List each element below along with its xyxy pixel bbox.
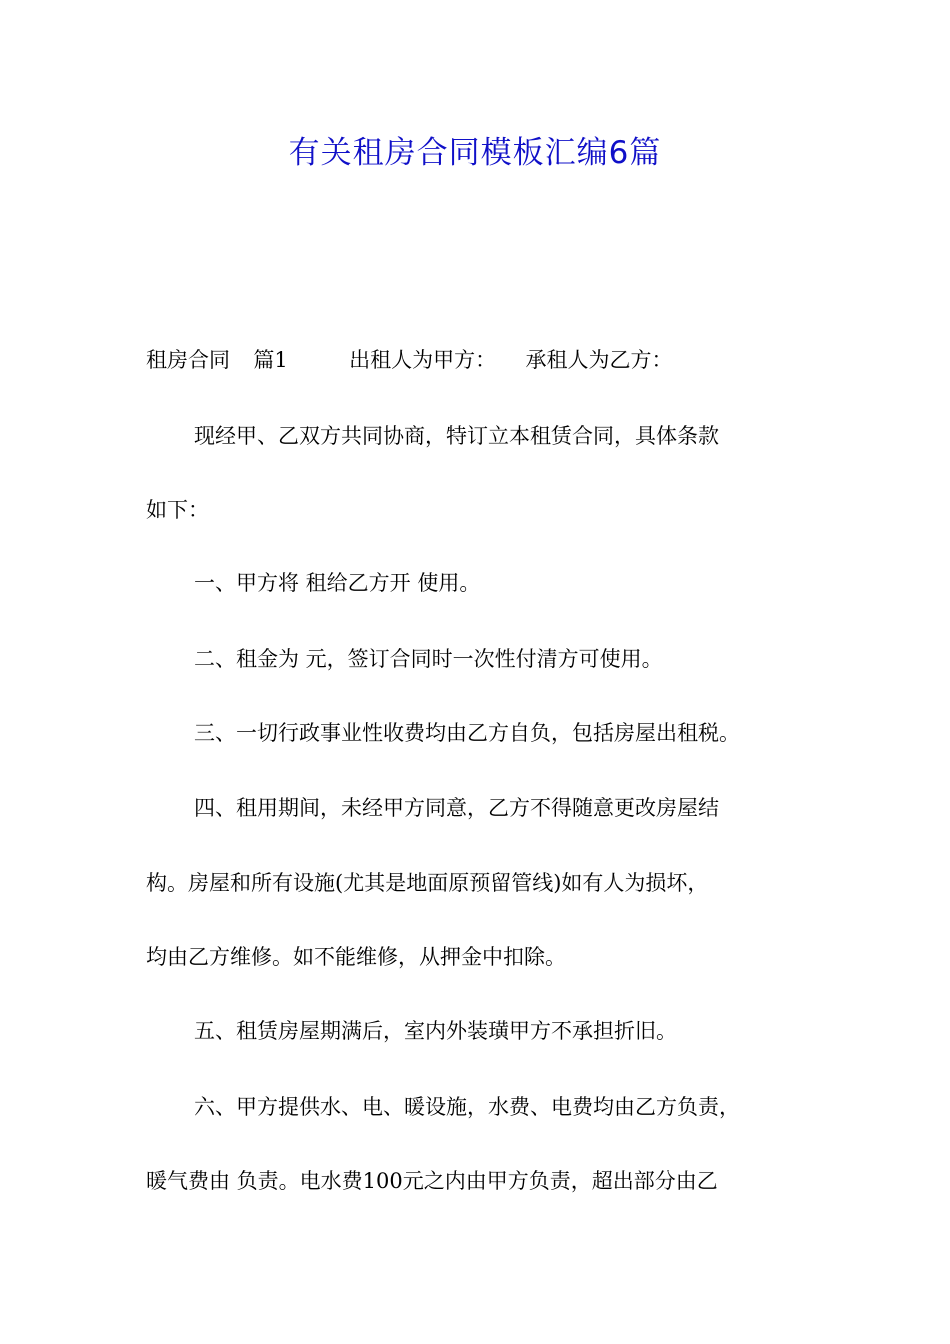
contract-label: 租房合同 [146,348,230,372]
clause-line: 六、甲方提供水、电、暖设施，水费、电费均由乙方负责， [194,1095,740,1119]
clause-line: 暖气费由 负责。电水费100元之内由甲方负责，超出部分由乙 [146,1169,718,1193]
clause-line: 一、甲方将 租给乙方开 使用。 [194,571,481,595]
clause-line: 五、租赁房屋期满后，室内外装璜甲方不承担折旧。 [194,1019,677,1043]
paragraph-line: 现经甲、乙双方共同协商，特订立本租赁合同，具体条款 [194,424,719,448]
contract-number: 篇1 [253,348,288,372]
contract-header-line [146,345,836,375]
document-title: 有关租房合同模板汇编6篇 [288,135,662,171]
lessor-label: 出租人为甲方： [349,348,497,372]
clause-line: 构。房屋和所有设施(尤其是地面原预留管线)如有人为损坏， [146,871,709,895]
clause-line: 均由乙方维修。如不能维修，从押金中扣除。 [146,945,566,969]
clause-line: 三、一切行政事业性收费均由乙方自负，包括房屋出租税。 [194,721,740,745]
clause-line: 二、租金为 元，签订合同时一次性付清方可使用。 [194,647,663,671]
clause-line: 四、租用期间，未经甲方同意，乙方不得随意更改房屋结 [194,796,719,820]
lessee-label: 承租人为乙方： [525,348,673,372]
paragraph-line: 如下： [146,498,209,522]
